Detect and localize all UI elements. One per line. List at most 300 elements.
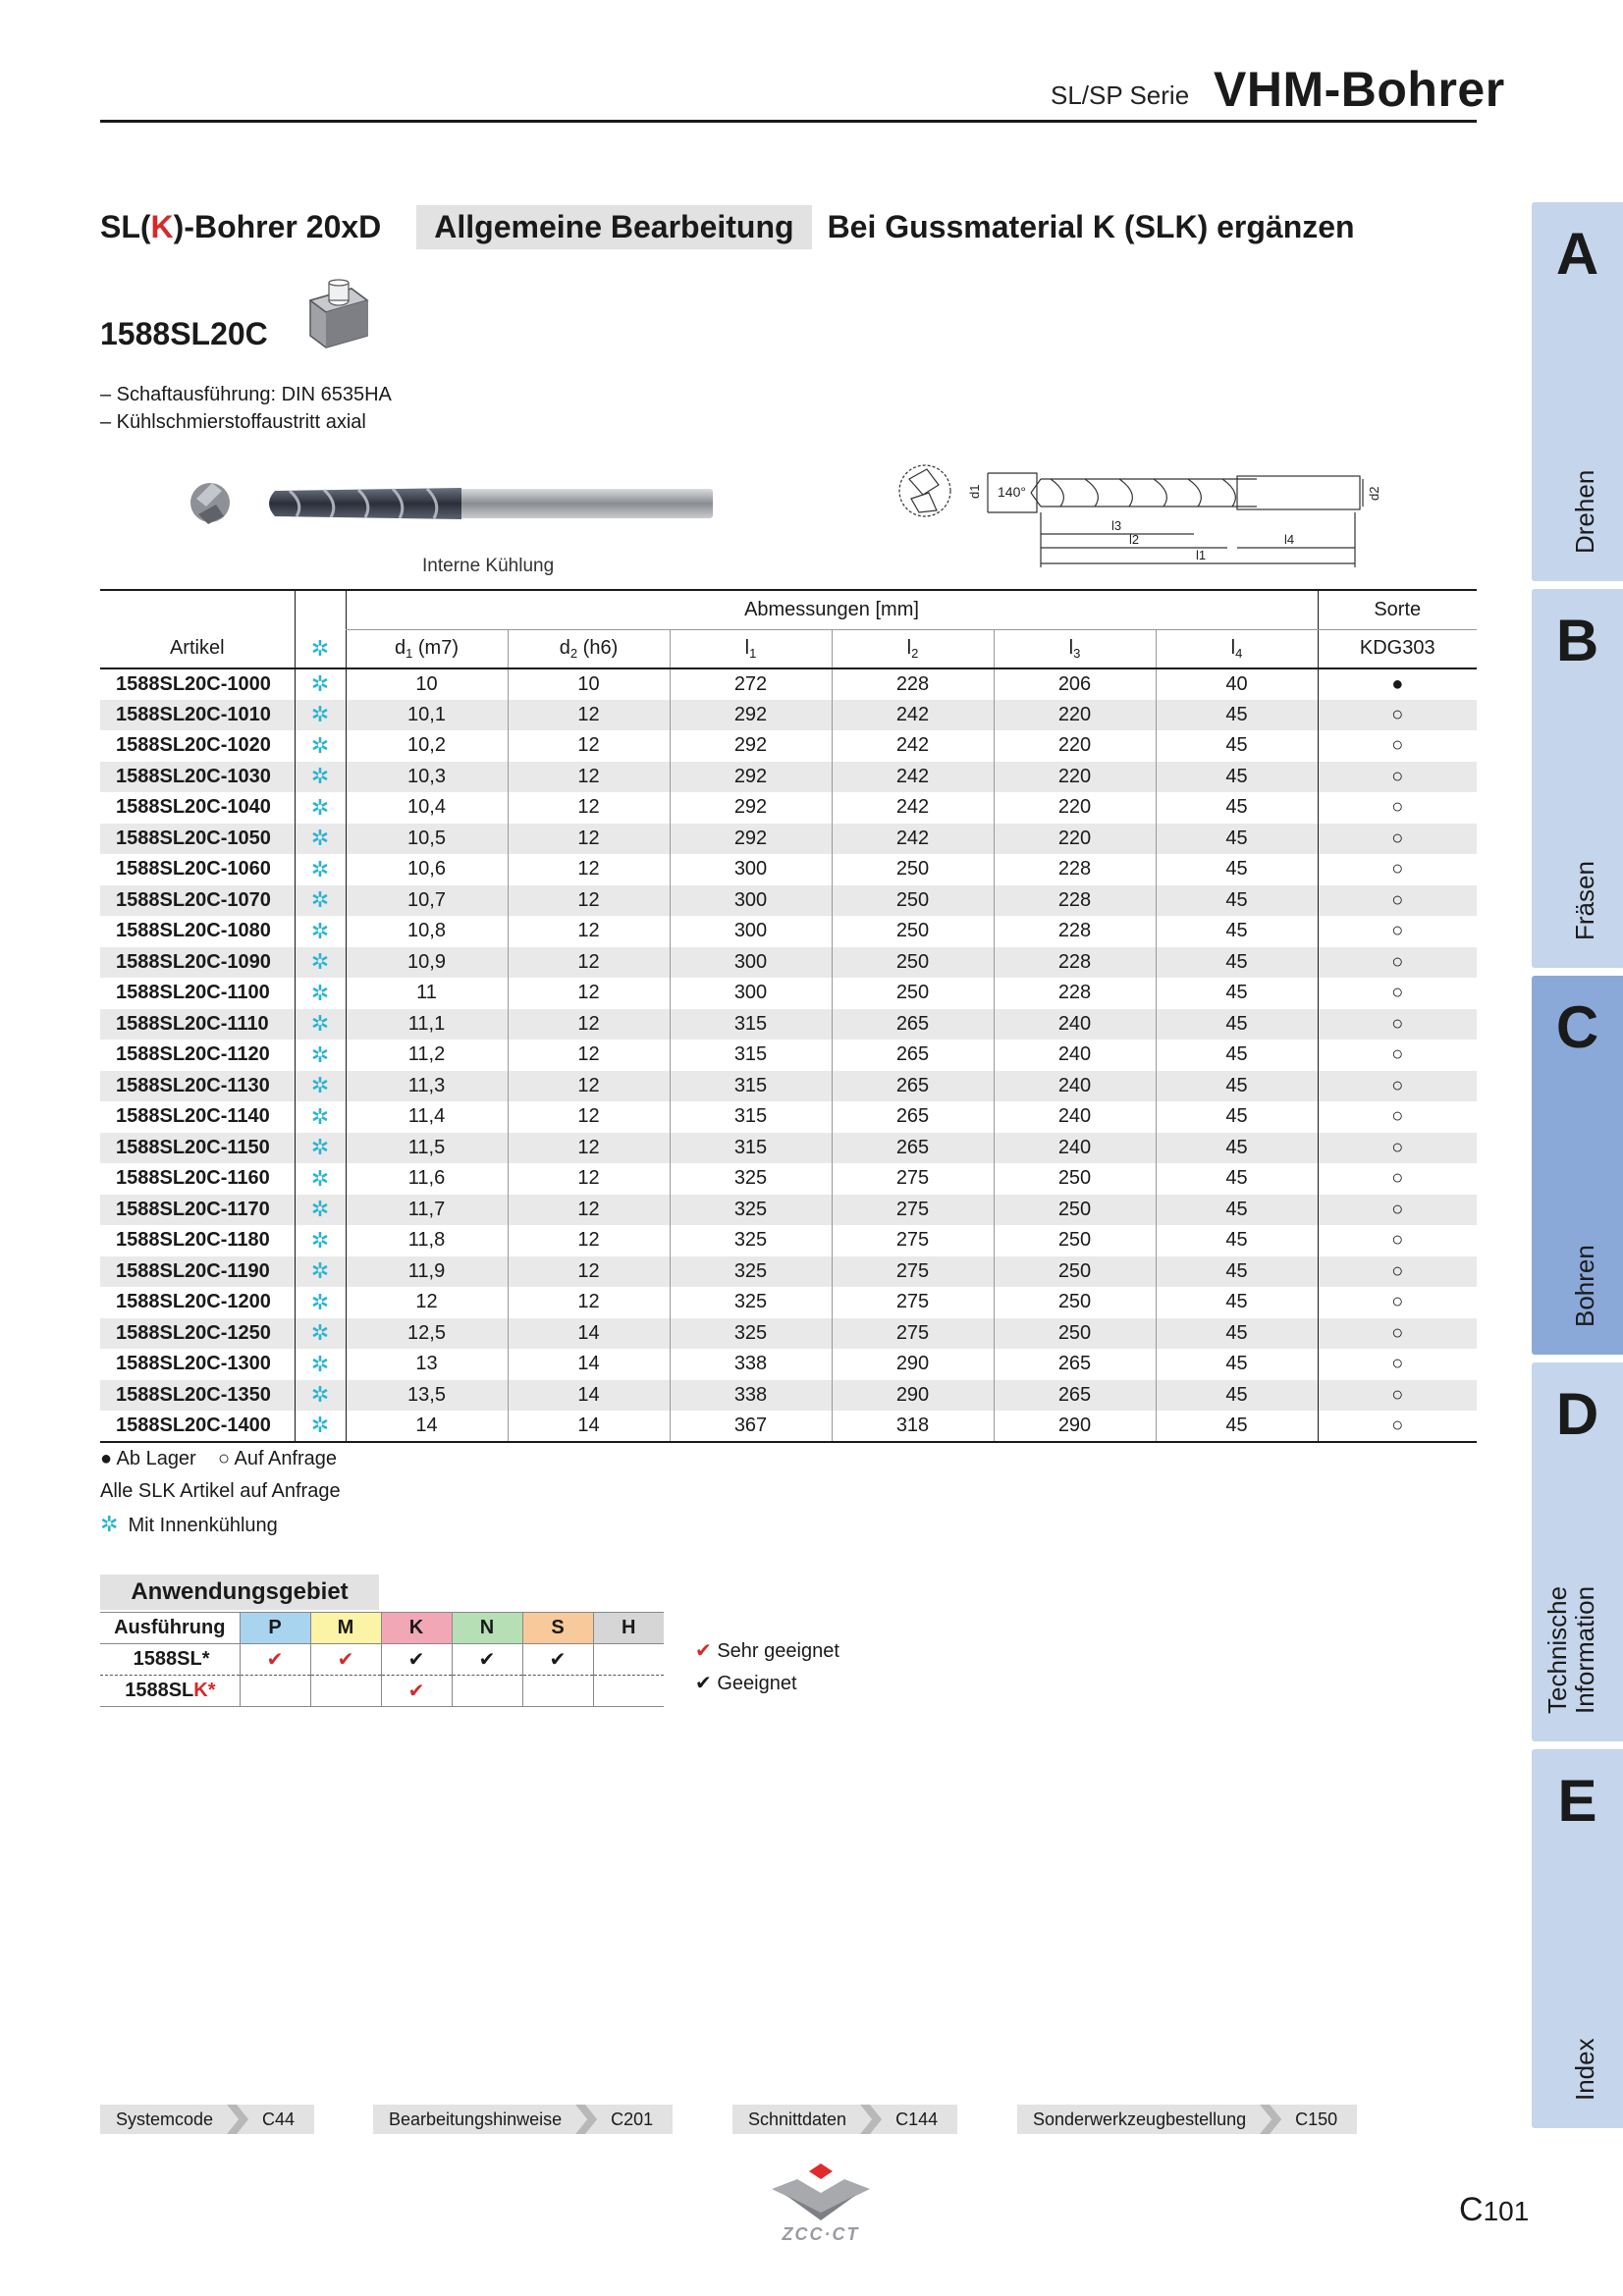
stock-legend <box>100 1443 341 1475</box>
slk-note: Alle SLK Artikel auf Anfrage <box>100 1480 341 1502</box>
app-row-slk: 1588SLK* <box>100 1676 240 1707</box>
cell-d1: 12 <box>346 1287 508 1318</box>
table-row <box>100 885 1477 917</box>
drawing-l4-label: l4 <box>1284 532 1295 547</box>
cell-stock: ○ <box>1318 1318 1477 1350</box>
cell-stock: ○ <box>1318 1133 1477 1164</box>
spec-shank: – Schaftausführung: DIN 6535HA <box>100 384 392 405</box>
cell-art: 1588SL20C-1070 <box>100 885 295 917</box>
cell-stock: ○ <box>1318 854 1477 885</box>
cell-l2: 275 <box>832 1318 994 1350</box>
cell-stock: ○ <box>1318 1195 1477 1226</box>
article-code: 1588SL20C <box>100 316 268 351</box>
cell-l4: 45 <box>1156 1133 1318 1164</box>
cell-d2: 12 <box>508 885 670 917</box>
application-table <box>100 1612 664 1707</box>
cell-d1: 11,9 <box>346 1256 508 1288</box>
coolant-icon: ✲ <box>295 700 346 731</box>
cell-l2: 275 <box>832 1195 994 1226</box>
cell-l1: 300 <box>670 978 832 1009</box>
cell-stock: ○ <box>1318 885 1477 917</box>
cell-d2: 14 <box>508 1380 670 1412</box>
cell-l1: 325 <box>670 1256 832 1288</box>
drawing-angle-label: 140° <box>998 484 1026 500</box>
cell-l2: 250 <box>832 854 994 885</box>
table-row <box>100 1101 1477 1133</box>
cell-l4: 45 <box>1156 947 1318 979</box>
coolant-icon: ✲ <box>295 668 346 700</box>
cell-stock: ○ <box>1318 1287 1477 1318</box>
cell-l4: 45 <box>1156 1163 1318 1195</box>
cell-l3: 290 <box>994 1411 1156 1442</box>
table-row <box>100 668 1477 700</box>
cell-stock: ○ <box>1318 1040 1477 1071</box>
article-table <box>100 589 1477 1443</box>
cell-stock: ○ <box>1318 730 1477 762</box>
cell-d1: 10,9 <box>346 947 508 979</box>
cell-stock: ○ <box>1318 1009 1477 1041</box>
check-icon: ✔ <box>381 1644 452 1676</box>
cell-l1: 315 <box>670 1009 832 1041</box>
cell-l3: 250 <box>994 1287 1156 1318</box>
cell-art: 1588SL20C-1180 <box>116 1229 270 1252</box>
cell-d1: 11,2 <box>346 1040 508 1071</box>
drill-tip-view <box>190 483 230 524</box>
cell-stock: ○ <box>1318 1411 1477 1442</box>
cell-d2: 10 <box>508 668 670 700</box>
cell-art: 1588SL20C-1060 <box>116 858 271 881</box>
internal-cooling-caption: Interne Kühlung <box>422 556 555 576</box>
cell-l3: 240 <box>994 1009 1156 1041</box>
cell-l3: 265 <box>994 1380 1156 1412</box>
th-l1: $l_1$ <box>670 629 832 668</box>
tab-index[interactable]: E Index <box>1532 1749 1623 2128</box>
material-m: M <box>310 1613 381 1644</box>
cell-l2: 250 <box>832 916 994 947</box>
material-h: H <box>593 1613 664 1644</box>
cell-stock: ○ <box>1318 1101 1477 1133</box>
coolant-icon: ✲ <box>295 1195 346 1226</box>
th-artikel-spacer <box>100 590 295 629</box>
cell-l3: 240 <box>994 1040 1156 1071</box>
cell-l2: 242 <box>832 730 994 762</box>
drill-technical-drawing <box>884 450 1394 577</box>
table-row <box>100 1380 1477 1412</box>
stock-label: Ab Lager <box>116 1448 196 1469</box>
cell-art: 1588SL20C-1030 <box>100 762 295 793</box>
tab-fraesen[interactable]: B Fräsen <box>1532 589 1623 968</box>
cell-art: 1588SL20C-1190 <box>100 1256 295 1288</box>
cell-stock: ○ <box>1318 1256 1477 1288</box>
cell-d2: 12 <box>508 1040 670 1071</box>
th-l3: $l_3$ <box>994 629 1156 668</box>
cell-l2: 318 <box>832 1411 994 1442</box>
coolant-icon: ✲ <box>295 1287 346 1318</box>
cell-d1: 11,8 <box>346 1225 508 1256</box>
cell-stock: ○ <box>1318 1349 1477 1380</box>
cell-d2: 12 <box>508 1225 670 1256</box>
cell-l3: 220 <box>994 762 1156 793</box>
stock-symbol: ● <box>100 1448 113 1469</box>
cell-stock: ○ <box>1318 978 1477 1009</box>
cell-l1: 300 <box>670 885 832 917</box>
cell-l4: 45 <box>1156 700 1318 731</box>
th-dimensions: Abmessungen [mm] <box>346 590 1318 629</box>
cell-l1: 325 <box>670 1163 832 1195</box>
coolant-icon: ✲ <box>295 885 346 917</box>
cell-l3: 206 <box>994 668 1156 700</box>
cell-d1: 11,4 <box>346 1101 508 1133</box>
cell-stock: ● <box>1318 668 1477 700</box>
cell-l4: 45 <box>1156 1101 1318 1133</box>
cell-l4: 45 <box>1156 792 1318 824</box>
table-row <box>100 792 1477 824</box>
coolant-icon: ✲ <box>295 947 346 979</box>
order-label: Auf Anfrage <box>234 1448 338 1469</box>
coolant-icon: ✲ <box>295 730 346 762</box>
cell-l2: 250 <box>832 947 994 979</box>
cell-l3: 228 <box>994 885 1156 917</box>
cell-l2: 242 <box>832 824 994 855</box>
tab-drehen[interactable]: A Drehen <box>1532 202 1623 581</box>
cell-art: 1588SL20C-1120 <box>116 1043 270 1066</box>
cell-l3: 220 <box>994 730 1156 762</box>
cell-stock: ○ <box>1318 824 1477 855</box>
cell-l3: 220 <box>994 792 1156 824</box>
cell-art: 1588SL20C-1010 <box>100 700 295 731</box>
cell-l1: 325 <box>670 1225 832 1256</box>
cell-l1: 292 <box>670 730 832 762</box>
cell-l3: 250 <box>994 1318 1156 1350</box>
cell-l4: 45 <box>1156 1411 1318 1442</box>
th-l4: $l_4$ <box>1156 629 1318 668</box>
cell-d2: 12 <box>508 1101 670 1133</box>
cell-l2: 242 <box>832 792 994 824</box>
cooling-legend <box>100 1508 341 1542</box>
cell-d2: 12 <box>508 1071 670 1102</box>
table-row <box>100 1195 1477 1226</box>
cell-l4: 45 <box>1156 916 1318 947</box>
cell-l1: 292 <box>670 762 832 793</box>
drawing-l2-label: l2 <box>1129 532 1140 547</box>
cell-l4: 45 <box>1156 762 1318 793</box>
table-row <box>100 1040 1477 1071</box>
cell-d1: 14 <box>346 1411 508 1442</box>
check-icon: ✔ <box>452 1644 522 1676</box>
table-row <box>100 700 1477 731</box>
cell-d2: 12 <box>508 1256 670 1288</box>
check-icon: ✔ <box>240 1644 310 1676</box>
cell-art: 1588SL20C-1090 <box>100 947 295 979</box>
cell-d2: 12 <box>508 1195 670 1226</box>
cell-l2: 250 <box>832 978 994 1009</box>
cell-d1: 11 <box>346 978 508 1009</box>
tab-technische-information[interactable]: D Technische Information <box>1532 1362 1623 1741</box>
check-icon: ✔ <box>695 1673 712 1694</box>
table-row <box>100 1256 1477 1288</box>
cell-l3: 240 <box>994 1101 1156 1133</box>
cell-l2: 275 <box>832 1225 994 1256</box>
app-row-sl: 1588SL* <box>100 1644 240 1676</box>
cell-art: 1588SL20C-1350 <box>100 1380 295 1412</box>
cell-l1: 292 <box>670 824 832 855</box>
cell-d2: 12 <box>508 1163 670 1195</box>
cell-l1: 325 <box>670 1195 832 1226</box>
coolant-icon: ✲ <box>295 1101 346 1133</box>
cell-d1: 13 <box>346 1349 508 1380</box>
cell-d2: 12 <box>508 947 670 979</box>
article-rows <box>100 668 1477 1442</box>
coolant-icon: ✲ <box>295 1009 346 1041</box>
check-icon: ✔ <box>695 1640 712 1662</box>
link-sonderwerkzeugbestellung[interactable]: Sonderwerkzeugbestellung C150 <box>1017 2105 1357 2134</box>
cell-art: 1588SL20C-1150 <box>100 1133 295 1164</box>
cell-d1: 10,7 <box>346 885 508 917</box>
cell-d1: 11,6 <box>346 1163 508 1195</box>
cell-l1: 300 <box>670 854 832 885</box>
th-l2: $l_2$ <box>832 629 994 668</box>
cell-l1: 315 <box>670 1071 832 1102</box>
table-row <box>100 824 1477 855</box>
cell-l3: 228 <box>994 854 1156 885</box>
cell-l1: 315 <box>670 1133 832 1164</box>
th-artikel: Artikel <box>100 629 295 668</box>
cell-l2: 275 <box>832 1287 994 1318</box>
legend-very-suitable: ✔ Sehr geeignet <box>695 1640 839 1662</box>
cell-art: 1588SL20C-1080 <box>116 920 271 942</box>
cell-l4: 45 <box>1156 1380 1318 1412</box>
table-row <box>100 1411 1477 1442</box>
cell-d2: 12 <box>508 792 670 824</box>
cell-art: 1588SL20C-1110 <box>100 1009 295 1041</box>
header-rule <box>100 120 1477 123</box>
coolant-icon: ✲ <box>295 824 346 855</box>
svg-text:ZCC·CT: ZCC·CT <box>782 2224 860 2244</box>
cell-l4: 45 <box>1156 978 1318 1009</box>
workpiece-icon <box>306 279 371 349</box>
cell-d2: 14 <box>508 1411 670 1442</box>
cell-d1: 10,2 <box>346 730 508 762</box>
cell-art: 1588SL20C-1040 <box>116 796 271 819</box>
cell-d2: 14 <box>508 1349 670 1380</box>
cell-l1: 325 <box>670 1318 832 1350</box>
legend-suitable: ✔ Geeignet <box>695 1673 797 1694</box>
cell-art: 1588SL20C-1400 <box>100 1411 295 1442</box>
coolant-icon: ✲ <box>295 792 346 824</box>
cell-art: 1588SL20C-1100 <box>116 982 270 1004</box>
coolant-icon: ✲ <box>295 1133 346 1164</box>
chevron-right-icon <box>227 2105 248 2134</box>
material-k: K <box>381 1613 452 1644</box>
cell-l1: 315 <box>670 1101 832 1133</box>
cell-l4: 45 <box>1156 1195 1318 1226</box>
cell-d1: 10,1 <box>346 700 508 731</box>
cell-stock: ○ <box>1318 1225 1477 1256</box>
coolant-icon: ✲ <box>295 978 346 1009</box>
cell-l1: 325 <box>670 1287 832 1318</box>
cell-d2: 12 <box>508 1133 670 1164</box>
cell-d1: 11,7 <box>346 1195 508 1226</box>
cell-art: 1588SL20C-1020 <box>116 734 271 757</box>
cell-l4: 45 <box>1156 854 1318 885</box>
coolant-icon: ✲ <box>295 1256 346 1288</box>
cell-d1: 10 <box>346 668 508 700</box>
drawing-d1-label: d1 <box>967 484 982 499</box>
drawing-l1-label: l1 <box>1196 548 1207 562</box>
cell-stock: ○ <box>1318 762 1477 793</box>
th-d2: $d_2$ (h6) <box>508 629 670 668</box>
coolant-icon: ✲ <box>295 1040 346 1071</box>
material-n: N <box>452 1613 522 1644</box>
cell-l1: 315 <box>670 1040 832 1071</box>
suitability-legend <box>695 1635 839 1700</box>
link-bearbeitungshinweise[interactable]: Bearbeitungshinweise C201 <box>373 2105 673 2134</box>
cell-art: 1588SL20C-1300 <box>116 1353 271 1375</box>
cell-l1: 300 <box>670 947 832 979</box>
cell-l1: 338 <box>670 1349 832 1380</box>
coolant-icon: ✲ <box>100 1512 119 1536</box>
cell-l1: 272 <box>670 668 832 700</box>
link-schnittdaten[interactable]: Schnittdaten C144 <box>732 2105 957 2134</box>
application-badge: Allgemeine Bearbeitung <box>416 205 811 249</box>
zccct-logo <box>762 2158 880 2246</box>
th-coolant-icon: ✲ <box>295 629 346 668</box>
cell-l4: 45 <box>1156 824 1318 855</box>
cell-d1: 10,3 <box>346 762 508 793</box>
cell-l4: 45 <box>1156 1349 1318 1380</box>
cell-l4: 45 <box>1156 1287 1318 1318</box>
cast-material-note: Bei Gussmaterial K (SLK) ergänzen <box>827 208 1355 244</box>
cell-d1: 11,1 <box>346 1009 508 1041</box>
cell-d1: 10,8 <box>346 916 508 947</box>
empty-cell <box>593 1644 664 1676</box>
table-row <box>100 1009 1477 1041</box>
coolant-icon: ✲ <box>295 1411 346 1442</box>
cell-l3: 250 <box>994 1195 1156 1226</box>
check-icon: ✔ <box>381 1676 452 1707</box>
link-systemcode[interactable]: Systemcode C44 <box>100 2105 314 2134</box>
coolant-icon: ✲ <box>295 916 346 947</box>
cell-l4: 45 <box>1156 885 1318 917</box>
cell-l1: 292 <box>670 792 832 824</box>
cell-d2: 12 <box>508 1287 670 1318</box>
cell-d2: 12 <box>508 824 670 855</box>
table-row <box>100 1133 1477 1164</box>
coolant-icon: ✲ <box>295 1318 346 1350</box>
coolant-icon: ✲ <box>295 1380 346 1412</box>
cell-l1: 300 <box>670 916 832 947</box>
cell-d1: 11,5 <box>346 1133 508 1164</box>
cell-d2: 12 <box>508 762 670 793</box>
order-symbol: ○ <box>217 1448 231 1469</box>
cell-art: 1588SL20C-1000 <box>116 672 271 695</box>
cell-l2: 275 <box>832 1163 994 1195</box>
cell-l2: 265 <box>832 1133 994 1164</box>
cell-art: 1588SL20C-1160 <box>116 1167 270 1190</box>
cell-l3: 240 <box>994 1071 1156 1102</box>
cell-l3: 250 <box>994 1225 1156 1256</box>
material-p: P <box>240 1613 310 1644</box>
cell-l4: 45 <box>1156 730 1318 762</box>
cell-l2: 290 <box>832 1349 994 1380</box>
empty-cell <box>522 1676 593 1707</box>
table-row <box>100 1318 1477 1350</box>
cell-d1: 11,3 <box>346 1071 508 1102</box>
coolant-icon: ✲ <box>295 854 346 885</box>
cell-art: 1588SL20C-1140 <box>116 1105 270 1128</box>
cell-l2: 265 <box>832 1009 994 1041</box>
coolant-icon: ✲ <box>295 762 346 793</box>
cell-stock: ○ <box>1318 1163 1477 1195</box>
drawing-d2-label: d2 <box>1367 486 1381 501</box>
cell-d2: 12 <box>508 978 670 1009</box>
cell-l3: 250 <box>994 1256 1156 1288</box>
product-title: SL(K)-Bohrer 20xD <box>100 208 382 244</box>
cell-l4: 45 <box>1156 1318 1318 1350</box>
cell-l2: 290 <box>832 1380 994 1412</box>
table-row <box>100 730 1477 762</box>
application-title: Anwendungsgebiet <box>100 1575 379 1610</box>
cell-l3: 220 <box>994 824 1156 855</box>
cell-l2: 242 <box>832 762 994 793</box>
cell-l3: 228 <box>994 947 1156 979</box>
cell-l1: 292 <box>670 700 832 731</box>
table-row <box>100 947 1477 979</box>
cell-l4: 45 <box>1156 1009 1318 1041</box>
cell-l3: 228 <box>994 978 1156 1009</box>
cell-l2: 250 <box>832 885 994 917</box>
empty-cell <box>452 1676 522 1707</box>
chevron-right-icon <box>1260 2105 1281 2134</box>
cell-l2: 265 <box>832 1040 994 1071</box>
cooling-label: Mit Innenkühlung <box>128 1515 278 1536</box>
coolant-icon: ✲ <box>295 1071 346 1102</box>
cell-art: 1588SL20C-1200 <box>116 1291 271 1313</box>
coolant-icon: ✲ <box>295 1163 346 1195</box>
table-row <box>100 1163 1477 1195</box>
cell-l1: 367 <box>670 1411 832 1442</box>
cell-d2: 12 <box>508 916 670 947</box>
check-icon: ✔ <box>522 1644 593 1676</box>
empty-cell <box>240 1676 310 1707</box>
cell-art: 1588SL20C-1170 <box>100 1195 295 1226</box>
cell-d1: 10,4 <box>346 792 508 824</box>
th-d1: $d_1$ (m7) <box>346 629 508 668</box>
cell-stock: ○ <box>1318 1380 1477 1412</box>
spec-coolant: – Kühlschmierstoffaustritt axial <box>100 411 366 433</box>
cell-stock: ○ <box>1318 700 1477 731</box>
cell-l4: 45 <box>1156 1040 1318 1071</box>
cell-stock: ○ <box>1318 916 1477 947</box>
cell-d1: 10,5 <box>346 824 508 855</box>
cell-l4: 45 <box>1156 1225 1318 1256</box>
cell-d1: 12,5 <box>346 1318 508 1350</box>
cell-d2: 12 <box>508 730 670 762</box>
cell-l3: 250 <box>994 1163 1156 1195</box>
table-row <box>100 1349 1477 1380</box>
tab-bohren[interactable]: C Bohren <box>1532 976 1623 1355</box>
cell-d2: 12 <box>508 700 670 731</box>
cell-l1: 338 <box>670 1380 832 1412</box>
series-label: SL/SP Serie <box>1051 80 1190 110</box>
cell-l3: 265 <box>994 1349 1156 1380</box>
cell-l3: 228 <box>994 916 1156 947</box>
cell-l2: 242 <box>832 700 994 731</box>
table-row <box>100 1071 1477 1102</box>
table-row <box>100 916 1477 947</box>
cell-l4: 45 <box>1156 1256 1318 1288</box>
material-s: S <box>522 1613 593 1644</box>
